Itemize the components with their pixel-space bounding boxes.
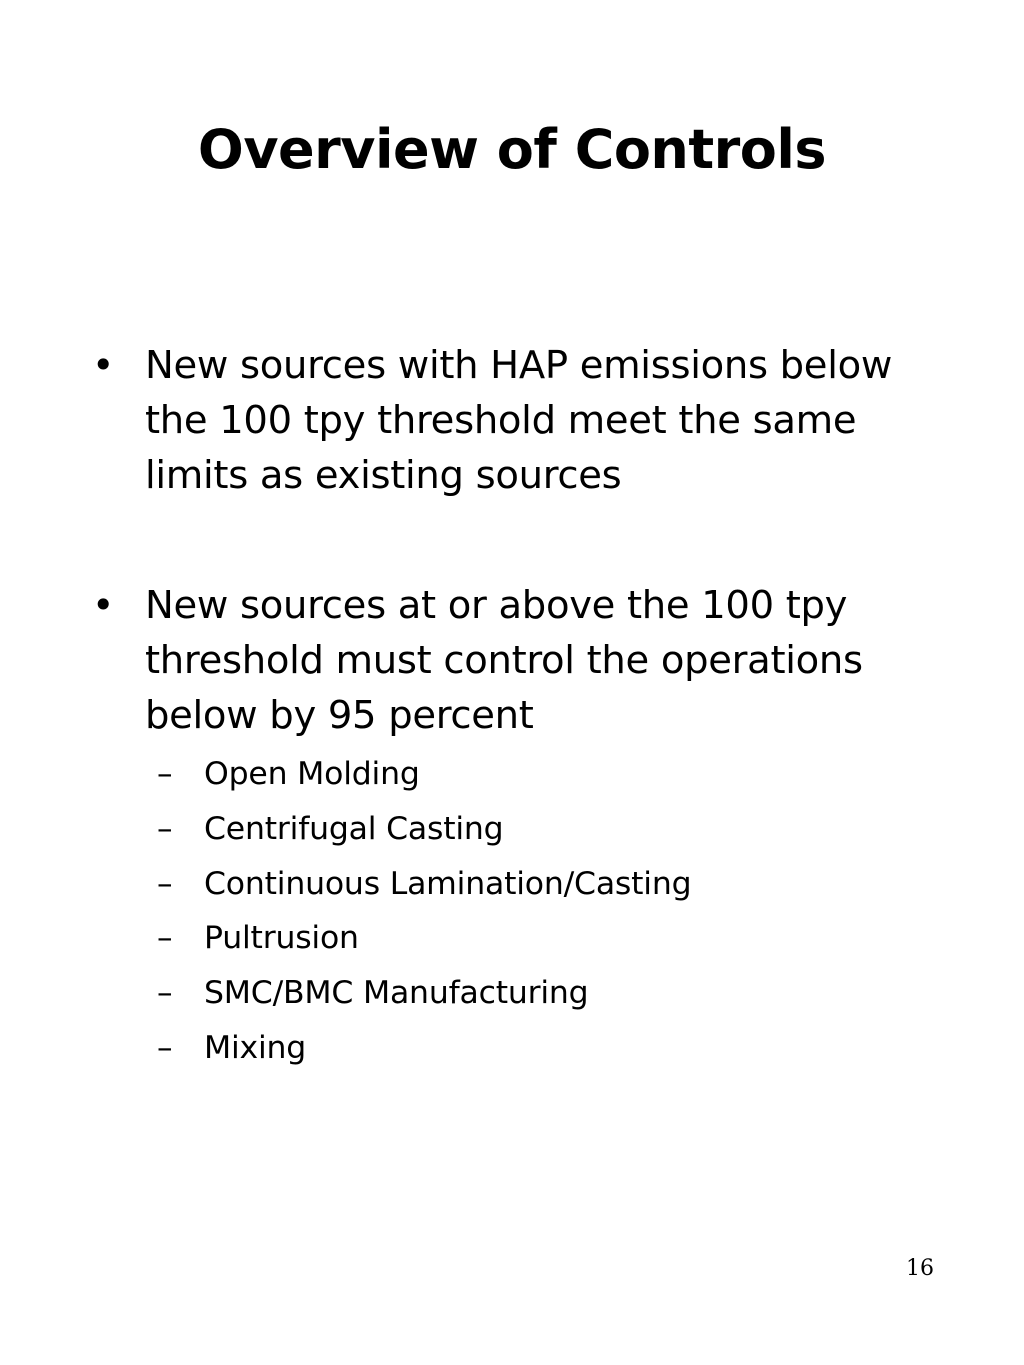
sub-text: Open Molding xyxy=(204,756,420,792)
sub-item-centrifugal-casting xyxy=(157,807,857,862)
bullet-marker: • xyxy=(92,583,115,627)
sub-item-smc-bmc-manufacturing xyxy=(157,971,857,1026)
sub-text: Continuous Lamination/Casting xyxy=(204,866,692,902)
page-number: 16 xyxy=(906,1256,934,1281)
sub-text: Pultrusion xyxy=(204,920,359,956)
sub-dash: – xyxy=(157,811,173,847)
sub-dash: – xyxy=(157,1030,173,1066)
sub-item-mixing xyxy=(157,1026,857,1081)
bullet-text: New sources with HAP emissions below the 100 tpy threshold meet the same limits as existing sources xyxy=(145,343,893,498)
sub-text: SMC/BMC Manufacturing xyxy=(204,975,589,1011)
sub-dash: – xyxy=(157,756,173,792)
sub-dash: – xyxy=(157,920,173,956)
bullet-marker: • xyxy=(92,343,115,387)
sub-item-pultrusion xyxy=(157,916,857,971)
sub-item-open-molding xyxy=(157,752,857,807)
bullet-text: New sources at or above the 100 tpy threshold must control the operations below by 95 percent xyxy=(145,583,863,738)
slide-title: Overview of Controls xyxy=(197,118,827,181)
sub-dash: – xyxy=(157,975,173,1011)
sub-text: Mixing xyxy=(204,1030,307,1066)
sub-dash: – xyxy=(157,866,173,902)
sub-item-continuous-lamination xyxy=(157,862,857,917)
sub-text: Centrifugal Casting xyxy=(204,811,504,847)
